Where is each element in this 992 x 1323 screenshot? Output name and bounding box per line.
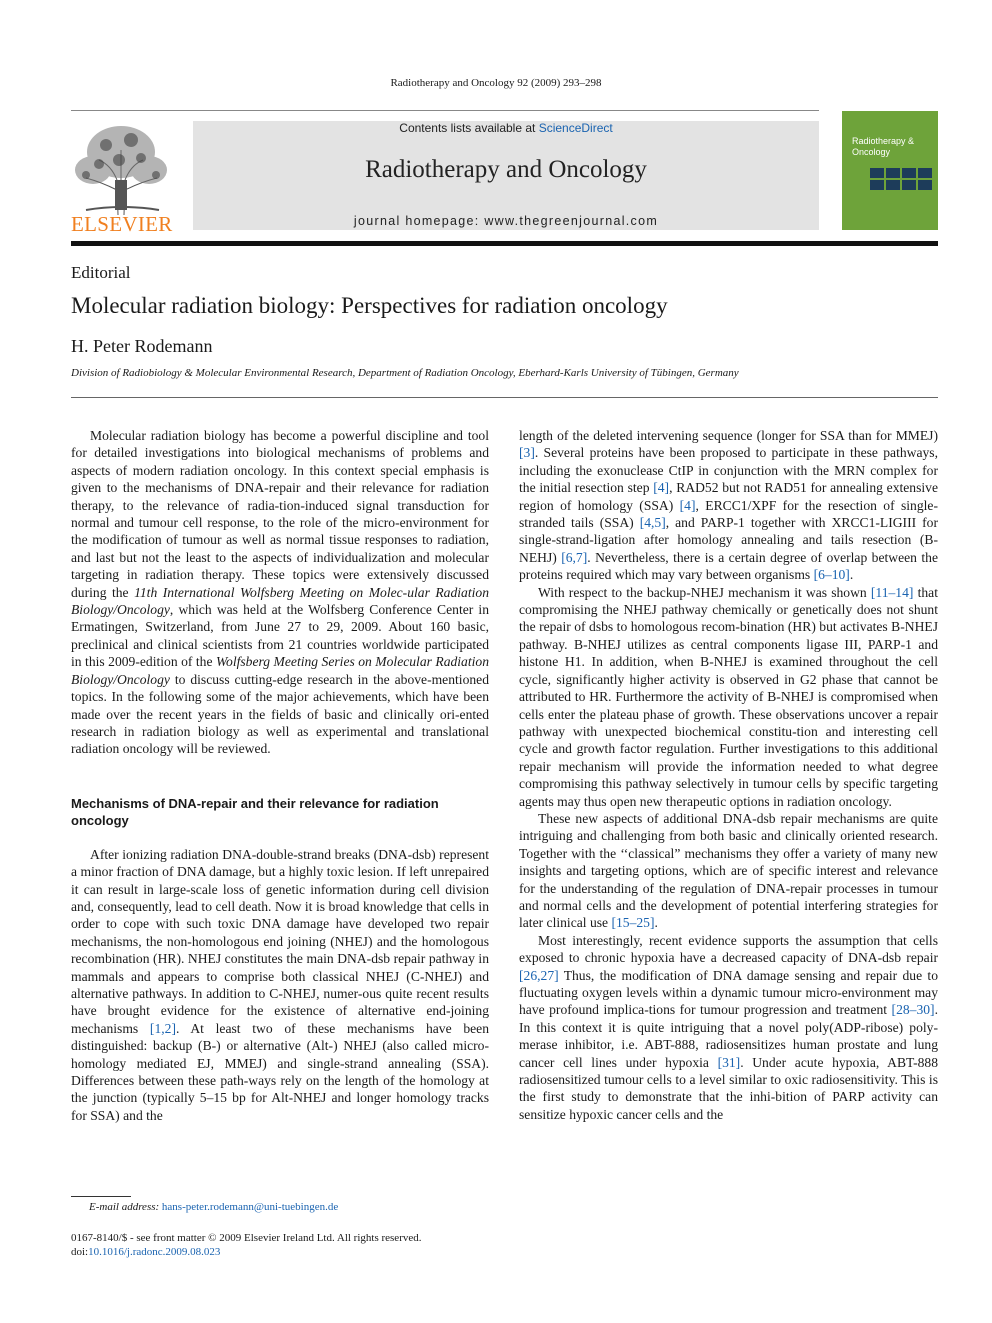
journal-name: Radiotherapy and Oncology bbox=[365, 156, 647, 183]
reference-link[interactable]: [11–14] bbox=[870, 584, 914, 600]
email-label: E-mail address: bbox=[89, 1201, 162, 1213]
right-column bbox=[519, 427, 938, 1123]
reference-link[interactable]: [28–30] bbox=[891, 1002, 935, 1018]
author-affiliation: Division of Radiobiology & Molecular Environmental Research, Department of Radiation Oncology, Eberhard-Karls University of Tübingen, Germany bbox=[71, 367, 739, 379]
intro-paragraph: Molecular radiation biology has become a powerful discipline and tool for detailed investigations into biological mechanisms of problems and aspects of modern radiation oncology. In this context special emphasis is given to the mechanisms of DNA-repair and their relevance for radiation therapy, to the relevance of radia-tion-induced signal transduction for normal and tumour cell response, to the role of the micro-environment for the modification of tumour as well as normal tissue responses to radiation, and last but not the least to the aspects of individualization and molecular targeting in radiation therapy. These topics were extensively discussed during the 11th International Wolfsberg Meeting on Molec-ular Radiation Biology/Oncology, which was held at the Wolfsberg Conference Center in Ermatingen, Switzerland, from June 27 to 29, 2009. About 160 basic, preclinical and clinical scientists from 21 countries worldwide participated in this 2009-edition of the Wolfsberg Meeting Series on Molecular Radiation Biology/Oncology to discuss cutting-edge research in the above-mentioned topics. In the following some of the major achievements, which have been made over the recent years in the fields of basic and clinically ori-ented research in radiation biology as well as experimental and translational radiation oncology will be reviewed. bbox=[71, 428, 490, 757]
cover-figure bbox=[902, 168, 916, 178]
journal-homepage[interactable]: journal homepage: www.thegreenjournal.com bbox=[353, 214, 659, 228]
cover-figure bbox=[918, 180, 932, 190]
body-paragraph: After ionizing radiation DNA-double-strand breaks (DNA-dsb) represent a minor fraction of DNA damage, but a highly toxic lesion. If left unrepaired it can result in large-scale loss of genetic information during cell division and, consequently, lead to cell death. Now it is broad knowledge that cells in order to cope with such toxic DNA damage have developed two repair mechanisms, the non-homologous end joining (NHEJ) and the homologous recombination (HR). NHEJ constitutes the main DNA-dsb repair pathway in mammals and appears to comprise both classical NHEJ (C-NHEJ) and alternative pathways. In addition to C-NHEJ, numer-ous quite recent results have brought evidence for the existence of alternative end-joining mechanisms [1,2]. At least two of these mechanisms have been distinguished: backup (B-) or alternative (Alt-) NHEJ (also called micro-homology mediated EJ, MMEJ) and single-strand annealing (SSA). Differences between these path-ways rely on the length of the homology at the junction (typically 5–15 bp for Alt-NHEJ and longer homology tracks for SSA) and the bbox=[71, 846, 489, 1123]
contents-prefix: Contents lists available at bbox=[399, 121, 539, 135]
reference-link[interactable]: [6,7] bbox=[561, 549, 588, 565]
title-rule bbox=[71, 397, 938, 398]
sciencedirect-link[interactable]: ScienceDirect bbox=[538, 121, 613, 135]
cover-figures bbox=[870, 168, 932, 190]
cover-figure bbox=[870, 180, 884, 190]
cover-figure bbox=[902, 180, 916, 190]
author-email-link[interactable]: hans-peter.rodemann@uni-tuebingen.de bbox=[161, 1201, 339, 1213]
body-paragraph: These new aspects of additional DNA-dsb repair mechanisms are quite intriguing and challenging from both basic and clinically oriented research. Together with the ‘‘classical” mechanisms they offer a variety of many new insights and targeting options, which are of specific interest and relevance for the understanding of the regulation of DNA-repair processes in tumour and normal cells and the development of potential interfering strategies for later clinical use [15–25]. bbox=[519, 810, 938, 931]
cover-title: Radiotherapy & Oncology bbox=[852, 136, 915, 157]
body-paragraph: With respect to the backup-NHEJ mechanism it was shown [11–14] that compromising the NHEJ pathway chemically or genetically does not shunt the repair of dsbs to homologous recom-bination (HR) but activates B-NHEJ pathway. B-NHEJ utilizes as central components ligase III, PARP-1 and histone H1. In addition, when B-NHEJ is examined throughout the cell cycle, significantly higher activity is observed in G2 phase that cannot be attributed to HR. Furthermore the activity of B-NHEJ is compromised when cells enter the plateau phase of growth. These observations uncover a repair pathway with unexpected biochemical constitu-tion and interesting cell cycle and growth factor regulation. Further investigations to this additional repair mechanism will provide the information needed to what degree compromising this pathway selectively in tumour cells by specific targeting agents may thus open new therapeutic options in radiation oncology. bbox=[519, 584, 938, 809]
article-section: Editorial bbox=[71, 263, 131, 282]
reference-link[interactable]: [26,27] bbox=[519, 967, 559, 983]
journal-citation: Radiotherapy and Oncology 92 (2009) 293–298 bbox=[390, 77, 602, 89]
doi-link[interactable]: 10.1016/j.radonc.2009.08.023 bbox=[88, 1246, 221, 1258]
reference-link[interactable]: [4] bbox=[679, 497, 696, 513]
email-footnote bbox=[89, 1201, 338, 1213]
publisher-wordmark: ELSEVIER bbox=[71, 212, 173, 236]
left-column bbox=[71, 427, 489, 1124]
meeting-name: 11th International Wolfsberg Meeting on Molec-ular Radiation Biology/Oncology bbox=[71, 584, 489, 618]
body-paragraph: Most interestingly, recent evidence supports the assumption that cells exposed to chronic hypoxia have a decreased capacity of DNA-dsb repair [26,27] Thus, the modification of DNA damage sensing and repair due to fluctuating oxygen levels within a dynamic tumour micro-environment may have profound implica-tions for tumour progression and treatment [28–30]. In this context it is quite intriguing that a novel poly(ADP-ribose) poly-merase inhibitor, i.e. ABT-888, radiosensitizes human prostate and lung cancer cell lines under hypoxia [31]. Under acute hypoxia, ABT-888 radiosensitized tumour cells to a level similar to oxic radiosensitivity. This is the first study to demonstrate that the inhi-bition of PARP activity can sensitize hypoxic cancer cells and the bbox=[519, 932, 939, 1122]
reference-link[interactable]: [31] bbox=[717, 1054, 741, 1070]
reference-link[interactable]: [1,2] bbox=[149, 1020, 176, 1036]
cover-figure bbox=[886, 180, 900, 190]
article-title: Molecular radiation biology: Perspectives for radiation oncology bbox=[71, 293, 668, 318]
header-rule bbox=[71, 110, 819, 111]
section-heading: Mechanisms of DNA-repair and their relevance for radiation oncology bbox=[71, 795, 439, 829]
doi-line: doi:10.1016/j.radonc.2009.08.023 bbox=[71, 1246, 221, 1258]
cover-figure bbox=[870, 168, 884, 178]
article-author: H. Peter Rodemann bbox=[71, 336, 213, 356]
cover-figure bbox=[886, 168, 900, 178]
cover-figure bbox=[918, 168, 932, 178]
reference-link[interactable]: [4,5] bbox=[639, 515, 666, 531]
meeting-series: Wolfsberg Meeting Series on Molecular Radiation Biology/Oncology bbox=[71, 654, 490, 687]
contents-line bbox=[193, 121, 819, 135]
body-paragraph: length of the deleted intervening sequence (longer for SSA than for MMEJ) [3]. Several proteins have been proposed to participate in these pathways, including the exonuclease CtIP in conjunction with the MRN complex for the initial resection step [4], RAD52 but not RAD51 for annealing extensive region of homology (SSA) [4], ERCC1/XPF for the resection of single-stranded tails (SSA) [4,5], and PARP-1 together with XRCC1-LIGIII for single-strand-ligation after homology annealing and tails resection (B-NEHJ) [6,7]. Nevertheless, there is a certain degree of overlap between the proteins required which may vary between organisms [6–10]. bbox=[519, 428, 938, 583]
reference-link[interactable]: [3] bbox=[519, 445, 535, 461]
footnote-rule bbox=[71, 1196, 131, 1197]
header-thick-rule bbox=[71, 241, 938, 246]
copyright-line: 0167-8140/$ - see front matter © 2009 Elsevier Ireland Ltd. All rights reserved. bbox=[71, 1232, 422, 1244]
reference-link[interactable]: [15–25] bbox=[611, 915, 655, 931]
reference-link[interactable]: [4] bbox=[653, 480, 670, 496]
reference-link[interactable]: [6–10] bbox=[813, 567, 850, 583]
copyright-block bbox=[71, 1231, 422, 1259]
